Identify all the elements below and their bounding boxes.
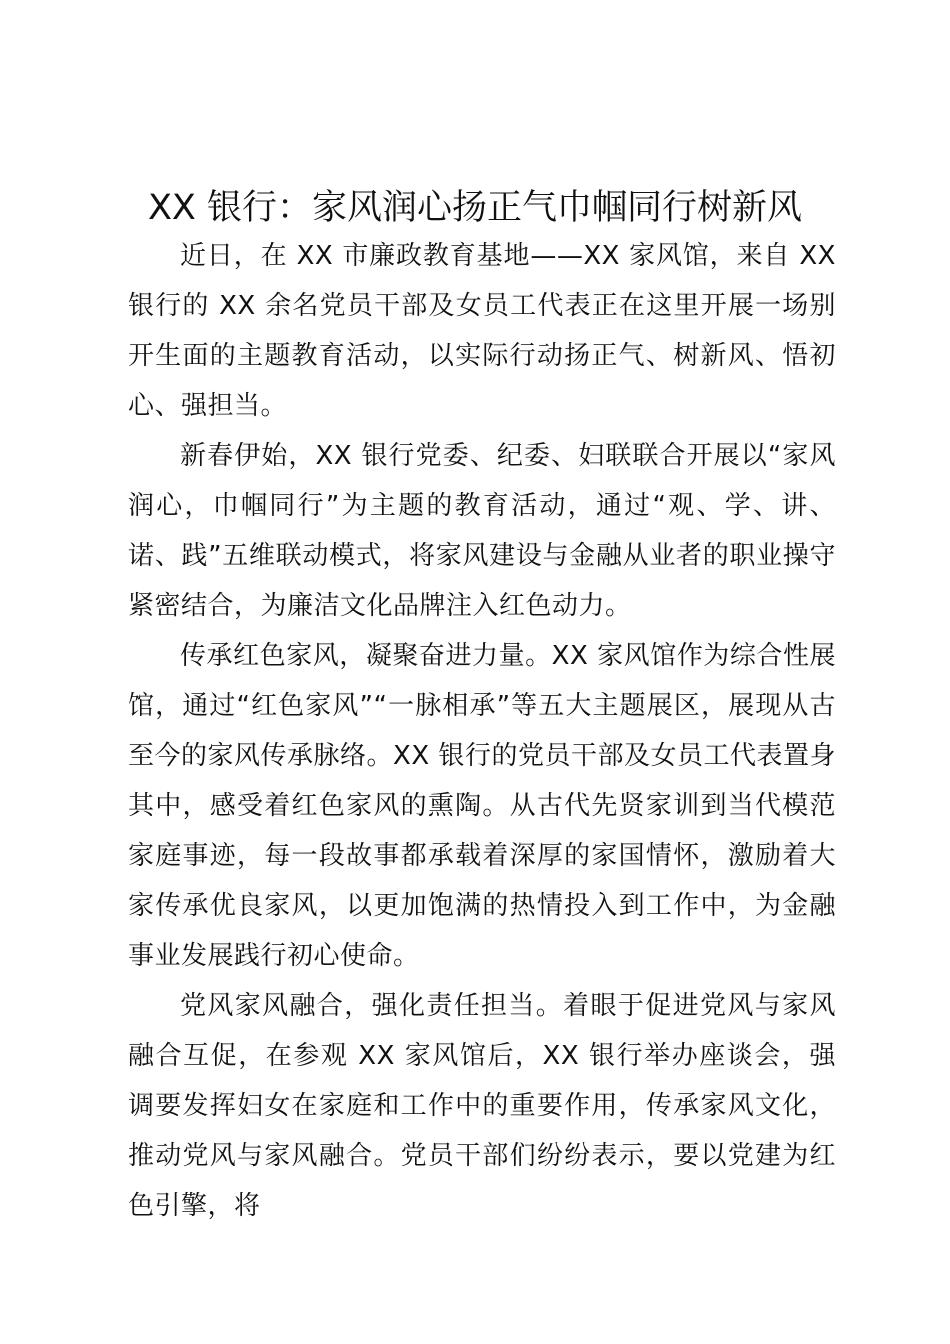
paragraph-1: 近日，在 XX 市廉政教育基地——XX 家风馆，来自 XX 银行的 XX 余名党员干部及女员工代表正在这里开展一场别开生面的主题教育活动，以实际行动扬正气、树新风、悟初心、强担当。 <box>128 241 836 421</box>
document-body <box>128 231 836 1231</box>
paragraph-4: 党风家风融合，强化责任担当。着眼于促进党风与家风融合互促，在参观 XX 家风馆后，XX 银行举办座谈会，强调要发挥妇女在家庭和工作中的重要作用，传承家风文化，推动党风与家风融合。党员干部们纷纷表示，要以党建为红色引擎，将 <box>128 991 836 1221</box>
paragraph-2: 新春伊始，XX 银行党委、纪委、妇联联合开展以“家风润心，巾帼同行”为主题的教育活动，通过“观、学、讲、诺、践”五维联动模式，将家风建设与金融从业者的职业操守紧密结合，为廉洁文化品牌注入红色动力。 <box>128 441 836 621</box>
paragraph-3: 传承红色家风，凝聚奋进力量。XX 家风馆作为综合性展馆，通过“红色家风”“一脉相承”等五大主题展区，展现从古至今的家风传承脉络。XX 银行的党员干部及女员工代表置身其中，感受着红色家风的熏陶。从古代先贤家训到当代模范家庭事迹，每一段故事都承载着深厚的家国情怀，激励着大家传承优良家风，以更加饱满的热情投入到工作中，为金融事业发展践行初心使命。 <box>128 641 836 971</box>
document-title: XX 银行：家风润心扬正气巾帼同行树新风 <box>147 188 803 228</box>
